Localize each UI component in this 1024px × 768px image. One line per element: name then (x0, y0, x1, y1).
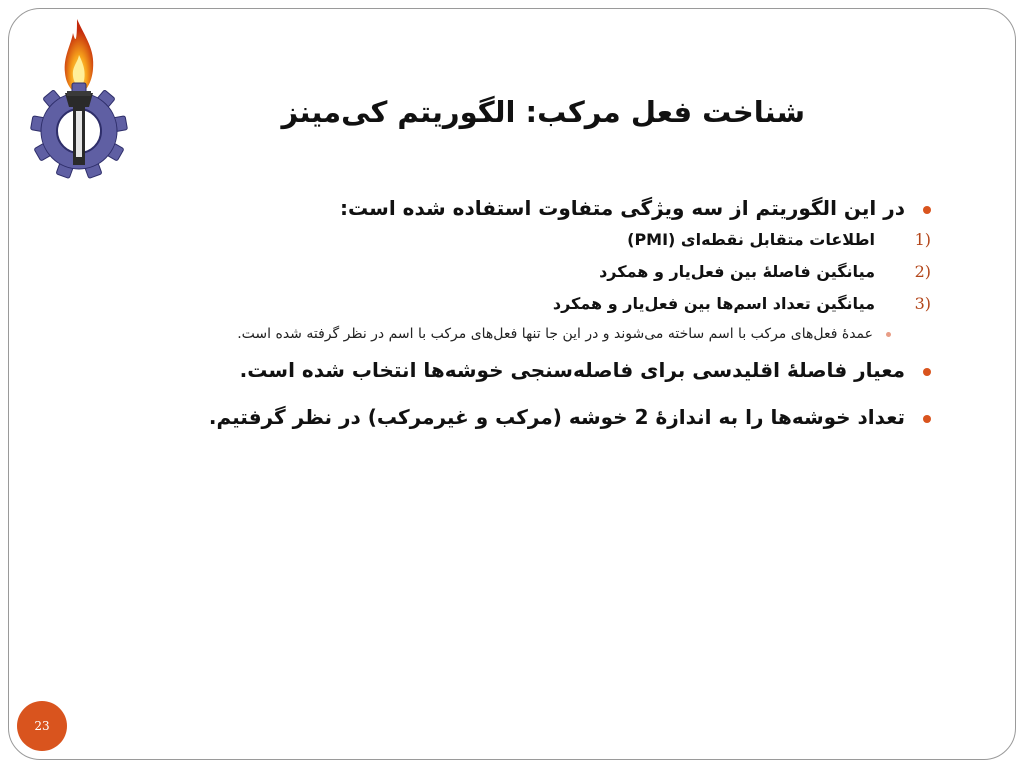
numbered-item (101, 228, 931, 252)
note-dot-icon (886, 332, 891, 337)
page-number-badge: 23 (17, 701, 67, 751)
note-text: عمدهٔ فعل‌های مرکب با اسم ساخته می‌شوند و در این جا تنها فعل‌های مرکب با اسم در نظر گرفته شده است. (237, 326, 873, 342)
bullet-dot-icon (923, 206, 931, 214)
item-text: میانگین تعداد اسم‌ها بین فعل‌یار و همکرد (552, 294, 875, 313)
bullet-item (101, 195, 931, 222)
bullet-text: در این الگوریتم از سه ویژگی متفاوت استفاده شده است: (340, 196, 905, 220)
item-number: (2 (914, 262, 931, 281)
numbered-item (101, 260, 931, 284)
item-text: میانگین فاصلهٔ بین فعل‌یار و همکرد (599, 262, 875, 281)
bullet-text: تعداد خوشه‌ها را به اندازهٔ 2 خوشه (مرکب و غیرمرکب) در نظر گرفتیم. (208, 404, 905, 429)
bullet-text: معیار فاصلهٔ اقلیدسی برای فاصله‌سنجی خوشه‌ها انتخاب شده است. (239, 357, 905, 382)
bullet-dot-icon (923, 368, 931, 376)
bullet-dot-icon (923, 415, 931, 423)
slide-title: شناخت فعل مرکب: الگوریتم کی‌مینز (281, 95, 805, 129)
bullet-item (101, 404, 931, 431)
note-item (101, 322, 931, 347)
item-number: (3 (914, 294, 931, 313)
numbered-item (101, 292, 931, 316)
gear-torch-logo-icon (23, 15, 135, 187)
slide (8, 8, 1016, 760)
slide-content (101, 195, 931, 431)
bullet-item (101, 357, 931, 384)
item-number: (1 (914, 230, 931, 249)
item-text: اطلاعات متقابل نقطه‌ای (PMI) (627, 230, 875, 249)
